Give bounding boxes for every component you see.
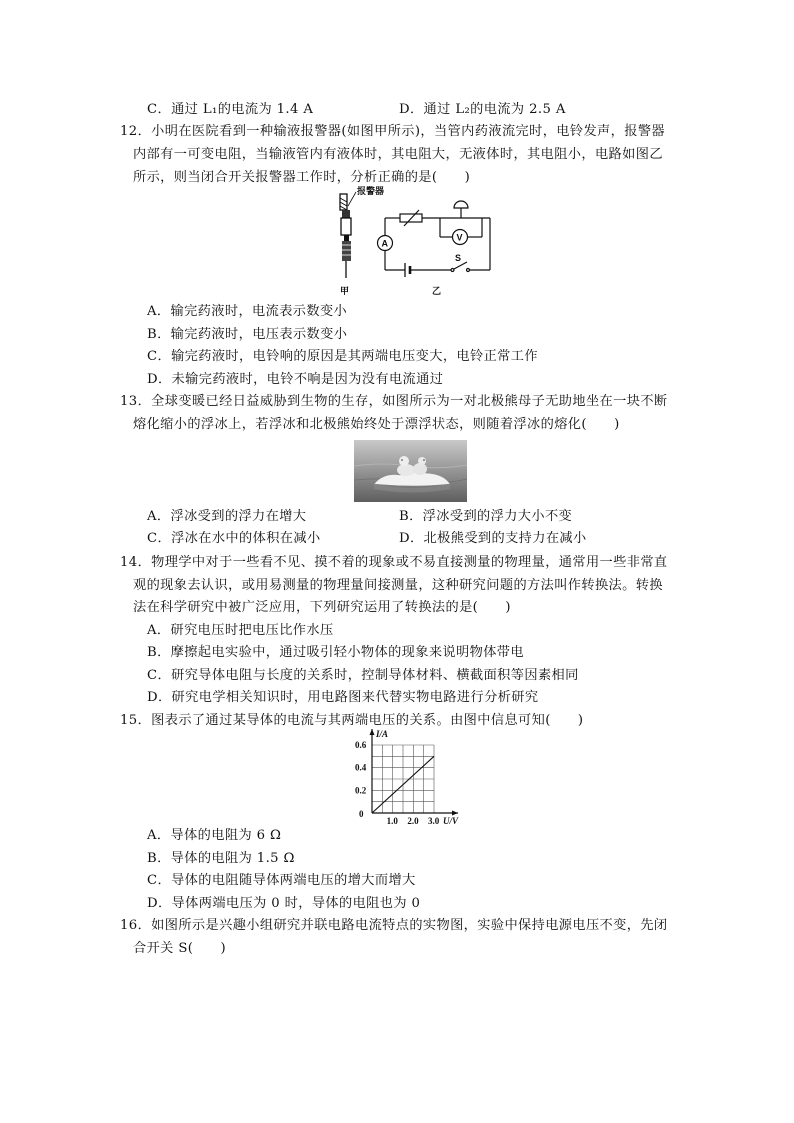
q11-option-d: D．通过 L₂的电流为 2.5 A [399,102,566,117]
q12-circuit-figure [326,186,496,298]
q12-stem-line-2: 内部有一可变电阻，当输液管内有液体时，其电阻大，无液体时，其电阻小，电路如图乙 [133,147,663,162]
q12-option-b: B．输完药液时，电压表示数变小 [147,327,348,342]
x-axis-label: U/V [443,816,459,826]
q14-stem-line-3: 法在科学研究中被广泛应用，下列研究运用了转换法的是( ) [133,600,511,615]
q14-option-d: D．研究电学相关知识时，用电路图来代替实物电路进行分析研究 [147,690,539,705]
q13-option-d: D．北极熊受到的支持力在减小 [399,531,587,546]
q15-option-d: D．导体两端电压为 0 时，导体的电阻也为 0 [147,896,421,911]
y-tick-label: 0.4 [355,762,367,773]
figure-jia-label: 甲 [340,286,350,296]
q12-option-d: D．未输完药液时，电铃不响是因为没有电流通过 [147,372,444,387]
q13-option-c: C．浮冰在水中的体积在减小 [147,531,321,546]
q15-option-c: C．导体的电阻随导体两端电压的增大而增大 [147,873,416,888]
q12-stem-line-3: 所示，则当闭合开关报警器工作时，分析正确的是( ) [133,170,471,185]
ammeter-label: A [381,238,388,249]
q11-option-c: C．通过 L₁的电流为 1.4 A [147,102,314,117]
q14-stem-line-2: 观的现象去认识，或用易测量的物理量间接测量，这种研究问题的方法叫作转换法。转换 [133,578,663,593]
q12-option-a: A．输完药液时，电流表示数变小 [147,304,348,319]
q13-option-b: B．浮冰受到的浮力大小不变 [399,509,573,524]
alarm-label: 报警器 [357,186,385,196]
q13-stem-line-2: 熔化缩小的浮冰上，若浮冰和北极熊始终处于漂浮状态，则随着浮冰的熔化( ) [133,417,620,432]
q14-option-c: C．研究导体电阻与长度的关系时，控制导体材料、横截面积等因素相同 [147,668,579,683]
x-tick-label: 1.0 [386,816,398,826]
q16-stem-line-2: 合开关 S( ) [133,941,227,956]
switch-label: S [455,253,462,263]
q12-option-c: C．输完药液时，电铃响的原因是其两端电压变大，电铃正常工作 [147,349,538,364]
polar-bear-photo [354,440,467,502]
q15-option-b: B．导体的电阻为 1.5 Ω [147,851,295,866]
alarm-circuit [378,201,491,277]
y-tick-label: 0.2 [355,785,367,796]
y-axis-label: I/A [376,729,389,739]
figure-yi-label: 乙 [432,286,442,296]
q14-stem-line-1: 14．物理学中对于一些看不见、摸不着的现象或不易直接测量的物理量，通常用一些非常直 [120,555,668,570]
q16-stem-line-1: 16．如图所示是兴趣小组研究并联电路电流特点的实物图，实验中保持电源电压不变，先闭 [120,918,668,933]
x-tick-label: 3.0 [428,816,440,826]
y-tick-label: 0.6 [355,740,367,750]
origin-label: 0 [359,809,364,819]
q14-option-a: A．研究电压时把电压比作水压 [147,623,334,638]
x-tick-label: 2.0 [407,816,419,826]
voltmeter-label: V [456,232,463,243]
x-axis-arrow [452,811,458,816]
q12-stem-line-1: 12．小明在医院看到一种输液报警器(如图甲所示)，当管内药液流完时，电铃发声，报警器 [120,124,665,139]
q15-option-a: A．导体的电阻为 6 Ω [147,828,282,843]
bell-icon [454,201,468,208]
q13-stem-line-1: 13．全球变暖已经日益威胁到生物的生存，如图所示为一对北极熊母子无助地坐在一块不断 [120,394,668,409]
q14-option-b: B．摩擦起电实验中，通过吸引轻小物体的现象来说明物体带电 [147,645,524,660]
iu-graph [352,727,470,827]
y-axis-arrow [370,729,375,735]
infusion-alarm-device [340,192,356,278]
q13-option-a: A．浮冰受到的浮力在增大 [147,509,307,524]
q15-stem-line-1: 15．图表示了通过某导体的电流与其两端电压的关系。由图中信息可知( ) [120,713,584,728]
